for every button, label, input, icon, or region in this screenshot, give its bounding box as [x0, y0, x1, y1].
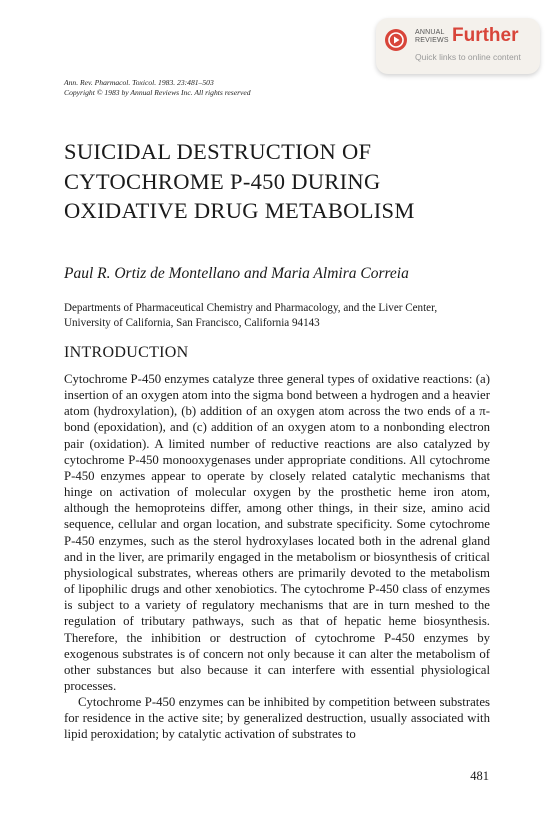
article-authors: Paul R. Ortiz de Montellano and Maria Almira Correia [64, 265, 409, 282]
citation-line-copyright: Copyright © 1983 by Annual Reviews Inc. All rights reserved [64, 88, 251, 97]
page-number: 481 [470, 769, 489, 783]
paragraph: Cytochrome P-450 enzymes can be inhibited by competition between substrates for residence in the active site; by generalized destruction, usually associated with lipid peroxidation; by catalytic activation of substrates to [64, 695, 490, 742]
further-subtitle: Quick links to online content [415, 52, 521, 62]
paragraph: Cytochrome P-450 enzymes catalyze three general types of oxidative reactions: (a) insertion of an oxygen atom into the sigma bond between a hydrogen and a heavier atom (hydroxylation), (b) addition of an oxygen atom across the two ends of a π-bond (epoxidation), and (c) addition of an oxygen atom to a nonbonding electron pair (oxidation). A limited number of reductive reactions are also catalyzed by cytochrome P-450 monooxygenases under appropriate conditions. All cytochrome P-450 enzymes appear to operate by closely related catalytic mechanisms that hinge on activation of molecular oxygen by the prosthetic heme iron atom, although the hemoproteins differ, among other things, in their size, amino acid sequence, cellular and organ location, and substrate specificity. Some cytochrome P-450 enzymes, such as the sterol hydroxylases located both in the adrenal gland and in the liver, are primarily engaged in the metabolism or biosynthesis of critical physiological substrates, whereas others are primarily devoted to the metabolism of lipophilic drugs and other xenobiotics. The cytochrome P-450 class of enzymes is subject to a variety of regulatory mechanisms that are in turn meshed to the regulation of tributary pathways, such as that of hepatic heme biosynthesis. Therefore, the inhibition or destruction of cytochrome P-450 enzymes by exogenous substrates is of concern not only because it can alter the metabolism of other substances but also because it can interfere with essential physiological processes. [64, 372, 490, 693]
section-heading-introduction: INTRODUCTION [64, 344, 189, 361]
body-text [64, 371, 490, 743]
annual-reviews-further-badge[interactable] [376, 18, 540, 74]
further-logo-text: Further [452, 25, 519, 46]
journal-citation [64, 78, 251, 98]
annual-reviews-logo-text: ANNUAL REVIEWS [415, 29, 449, 44]
play-icon [385, 29, 407, 51]
article-title: SUICIDAL DESTRUCTION OF CYTOCHROME P-450 DURING OXIDATIVE DRUG METABOLISM [64, 139, 415, 223]
author-affiliation: Departments of Pharmaceutical Chemistry and Pharmacology, and the Liver Center, University of California, San Francisco, California 94143 [64, 302, 438, 329]
citation-line-journal: Ann. Rev. Pharmacol. Toxicol. 1983. 23:481–503 [64, 78, 214, 87]
